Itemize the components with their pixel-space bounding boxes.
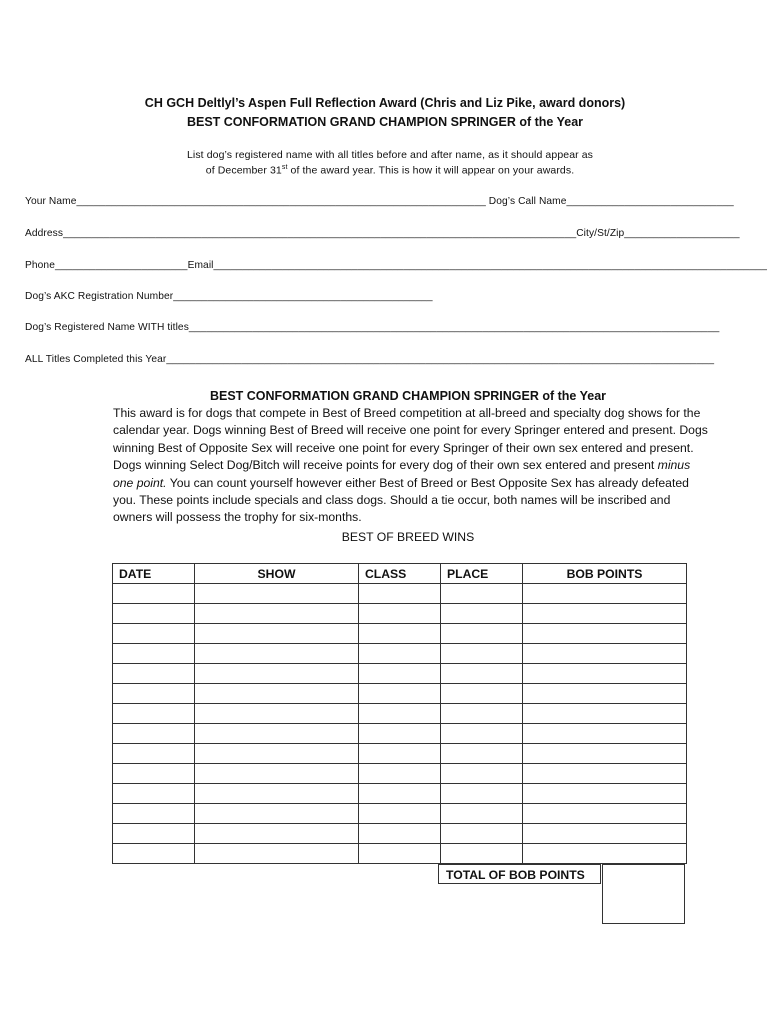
total-bob-points-label: TOTAL OF BOB POINTS xyxy=(438,864,601,884)
col-date: DATE xyxy=(113,564,195,584)
phone-email-field[interactable]: Phone_______________________Email________________________________________________________________________________________________ xyxy=(25,260,768,271)
table-cell[interactable] xyxy=(359,744,441,764)
description-part-1: This award is for dogs that compete in Best of Breed competition at all-breed and specialty dog shows for the calendar year. Dogs winning Best of Breed will receive one point for every Springer entered and present. Dogs winning Best of Opposite Sex will receive one point for every Springer of their own sex entered and present. Dogs winning Select Dog/Bitch will receive points for every dog of their own sex entered and present xyxy=(113,406,708,473)
table-cell[interactable] xyxy=(441,744,523,764)
table-row xyxy=(113,724,687,744)
table-cell[interactable] xyxy=(113,744,195,764)
table-cell[interactable] xyxy=(441,824,523,844)
award-description xyxy=(113,405,713,527)
table-cell[interactable] xyxy=(113,844,195,864)
table-cell[interactable] xyxy=(195,724,359,744)
titles-completed-field[interactable]: ALL Titles Completed this Year_______________________________________________________________________________________________ xyxy=(25,354,715,365)
table-cell[interactable] xyxy=(359,624,441,644)
table-cell[interactable] xyxy=(523,824,687,844)
table-cell[interactable] xyxy=(359,784,441,804)
table-row xyxy=(113,764,687,784)
table-cell[interactable] xyxy=(195,664,359,684)
instruction-text-end: of the award year. This is how it will appear on your awards. xyxy=(287,164,575,177)
table-cell[interactable] xyxy=(113,804,195,824)
table-cell[interactable] xyxy=(195,744,359,764)
table-cell[interactable] xyxy=(195,844,359,864)
your-name-field[interactable]: Your Name_______________________________________________________________________ Dog’s Call Name_____________________________ xyxy=(25,196,734,207)
table-cell[interactable] xyxy=(113,704,195,724)
table-cell[interactable] xyxy=(523,704,687,724)
table-cell[interactable] xyxy=(441,644,523,664)
section-title: BEST CONFORMATION GRAND CHAMPION SPRINGER of the Year xyxy=(209,389,607,403)
table-cell[interactable] xyxy=(441,704,523,724)
table-cell[interactable] xyxy=(523,744,687,764)
table-row xyxy=(113,844,687,864)
table-cell[interactable] xyxy=(359,844,441,864)
table-cell[interactable] xyxy=(359,664,441,684)
table-cell[interactable] xyxy=(113,644,195,664)
description-part-2: You can count yourself however either Best of Breed or Best Opposite Sex has already defeated you. These points include specials and class dogs. Should a tie occur, both names will be inscribed and owners will possess the trophy for six-months. xyxy=(113,475,689,525)
table-row xyxy=(113,624,687,644)
table-row xyxy=(113,664,687,684)
table-cell[interactable] xyxy=(359,764,441,784)
table-cell[interactable] xyxy=(359,824,441,844)
table-row xyxy=(113,744,687,764)
table-cell[interactable] xyxy=(113,784,195,804)
table-cell[interactable] xyxy=(113,624,195,644)
table-row xyxy=(113,584,687,604)
table-cell[interactable] xyxy=(113,764,195,784)
table-cell[interactable] xyxy=(195,784,359,804)
table-header-row xyxy=(113,564,687,584)
table-row xyxy=(113,644,687,664)
table-cell[interactable] xyxy=(441,844,523,864)
instruction-line-1: List dog’s registered name with all titles before and after name, as it should appear as xyxy=(186,149,594,161)
table-cell[interactable] xyxy=(523,844,687,864)
table-cell[interactable] xyxy=(113,824,195,844)
table-cell[interactable] xyxy=(195,684,359,704)
instruction-line-2 xyxy=(0,164,770,177)
table-row xyxy=(113,604,687,624)
instruction-text: of December 31 xyxy=(205,164,282,177)
table-cell[interactable] xyxy=(523,604,687,624)
registered-name-field[interactable]: Dog’s Registered Name WITH titles____________________________________________________________________________________________ xyxy=(25,322,720,333)
award-subtitle: BEST CONFORMATION GRAND CHAMPION SPRINGER of the Year xyxy=(186,115,584,129)
table-cell[interactable] xyxy=(359,724,441,744)
table-cell[interactable] xyxy=(359,804,441,824)
table-cell[interactable] xyxy=(359,644,441,664)
table-cell[interactable] xyxy=(195,644,359,664)
table-cell[interactable] xyxy=(523,624,687,644)
table-row xyxy=(113,824,687,844)
description-italic: minus one point. xyxy=(113,458,691,490)
table-cell[interactable] xyxy=(523,784,687,804)
table-cell[interactable] xyxy=(195,764,359,784)
table-cell[interactable] xyxy=(441,804,523,824)
table-row xyxy=(113,704,687,724)
table-cell[interactable] xyxy=(441,724,523,744)
akc-registration-field[interactable]: Dog’s AKC Registration Number_____________________________________________ xyxy=(25,291,433,302)
table-cell[interactable] xyxy=(195,624,359,644)
table-cell[interactable] xyxy=(113,684,195,704)
total-bob-points-box[interactable] xyxy=(602,864,685,924)
table-cell[interactable] xyxy=(441,684,523,704)
table-cell[interactable] xyxy=(523,684,687,704)
best-of-breed-wins-heading: BEST OF BREED WINS xyxy=(341,530,475,544)
award-title: CH GCH Deltlyl’s Aspen Full Reflection Award (Chris and Liz Pike, award donors) xyxy=(144,96,626,110)
table-cell[interactable] xyxy=(113,664,195,684)
col-show: SHOW xyxy=(195,564,359,584)
table-cell[interactable] xyxy=(441,604,523,624)
table-cell[interactable] xyxy=(113,584,195,604)
table-cell[interactable] xyxy=(359,584,441,604)
table-cell[interactable] xyxy=(195,584,359,604)
table-cell[interactable] xyxy=(441,584,523,604)
table-cell[interactable] xyxy=(359,704,441,724)
table-cell[interactable] xyxy=(359,604,441,624)
table-cell[interactable] xyxy=(441,784,523,804)
table-cell[interactable] xyxy=(523,584,687,604)
table-row xyxy=(113,684,687,704)
table-cell[interactable] xyxy=(441,624,523,644)
table-row xyxy=(113,784,687,804)
table-cell[interactable] xyxy=(441,664,523,684)
table-cell[interactable] xyxy=(113,604,195,624)
table-cell[interactable] xyxy=(195,604,359,624)
col-place: PLACE xyxy=(441,564,523,584)
table-cell[interactable] xyxy=(441,764,523,784)
table-cell[interactable] xyxy=(195,804,359,824)
wins-table xyxy=(112,563,687,864)
table-cell[interactable] xyxy=(113,724,195,744)
table-cell[interactable] xyxy=(523,724,687,744)
table-cell[interactable] xyxy=(523,804,687,824)
address-field[interactable]: Address_________________________________________________________________________________________City/St/Zip____________________ xyxy=(25,228,740,239)
col-class: CLASS xyxy=(359,564,441,584)
table-cell[interactable] xyxy=(523,644,687,664)
col-bob-points: BOB POINTS xyxy=(523,564,687,584)
table-cell[interactable] xyxy=(523,764,687,784)
table-cell[interactable] xyxy=(195,704,359,724)
table-cell[interactable] xyxy=(523,664,687,684)
ordinal-suffix: st xyxy=(281,164,288,171)
table-row xyxy=(113,804,687,824)
table-cell[interactable] xyxy=(359,684,441,704)
table-cell[interactable] xyxy=(195,824,359,844)
